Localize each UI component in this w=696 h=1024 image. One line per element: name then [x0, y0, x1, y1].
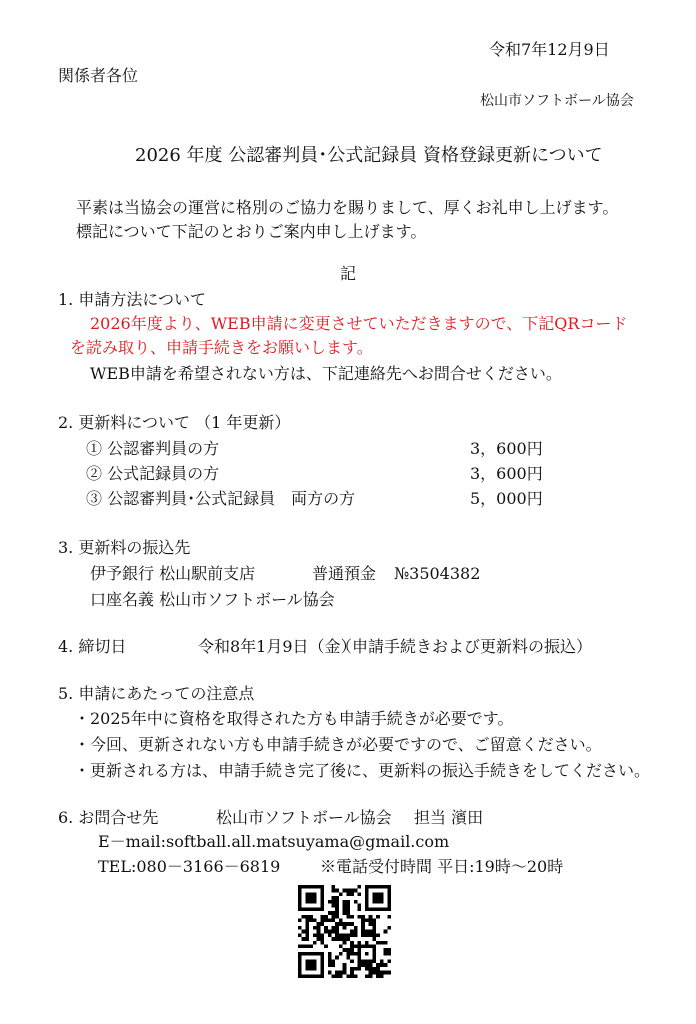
account-type: 普通預金 — [312, 564, 377, 583]
greeting-line-1: 平素は当協会の運営に格別のご協力を賜りまして、厚くお礼申し上げます。 — [76, 198, 619, 217]
contact-phone[interactable]: TEL:080－3166－6819 — [98, 857, 281, 876]
section-2-heading: 2. 更新料について （1 年更新） — [58, 413, 291, 432]
section-6-heading: 6. お問合せ先 — [58, 808, 159, 827]
fee-row-label: ① 公認審判員の方 — [86, 439, 220, 458]
fee-row-amount: 3，600円 — [470, 464, 543, 483]
section-1-note: WEB申請を希望されない方は、下記連絡先へお問合せください。 — [90, 364, 562, 383]
document-title: 2026 年度 公認審判員･公式記録員 資格登録更新について — [135, 145, 603, 166]
section-1-notice-line-2: を読み取り、申請手続きをお願いします。 — [70, 338, 373, 357]
section-3-heading: 3. 更新料の振込先 — [58, 538, 191, 557]
account-number: №3504382 — [394, 564, 481, 583]
ki-heading: 記 — [340, 264, 357, 283]
fee-row-label: ③ 公認審判員･公式記録員 両方の方 — [86, 489, 356, 508]
section-5-heading: 5. 申請にあたっての注意点 — [58, 684, 255, 703]
caution-item: ・今回、更新されない方も申請手続きが必要ですので、ご留意ください。 — [74, 735, 602, 754]
contact-organization: 松山市ソフトボール協会 — [216, 808, 392, 827]
fee-row-amount: 3，600円 — [470, 439, 543, 458]
addressee: 関係者各位 — [58, 66, 139, 85]
bank-name: 伊予銀行 松山駅前支店 — [90, 564, 256, 583]
deadline-note: （申請手続きおよび更新料の振込） — [336, 637, 593, 656]
fee-row-amount: 5，000円 — [470, 489, 543, 508]
contact-person: 担当 濱田 — [414, 808, 484, 827]
deadline-date: 令和8年1月9日（金） — [198, 637, 357, 656]
section-1-notice-line-1: 2026年度より、WEB申請に変更させていただきますので、下記QRコード — [90, 314, 628, 333]
phone-hours: ※電話受付時間 平日:19時～20時 — [320, 857, 564, 876]
contact-email[interactable]: E－mail:softball.all.matsuyama@gmail.com — [98, 832, 450, 851]
document-date: 令和7年12月9日 — [489, 40, 610, 59]
sender-organization: 松山市ソフトボール協会 — [480, 93, 634, 109]
caution-item: ・2025年中に資格を取得された方も申請手続きが必要です。 — [74, 709, 514, 728]
account-holder: 口座名義 松山市ソフトボール協会 — [90, 590, 335, 609]
section-1-heading: 1. 申請方法について — [58, 290, 207, 309]
section-4-heading: 4. 締切日 — [58, 637, 127, 656]
fee-row-label: ② 公式記録員の方 — [86, 464, 220, 483]
greeting-line-2: 標記について下記のとおりご案内申し上げます。 — [76, 222, 427, 241]
qr-code-icon[interactable] — [298, 885, 391, 978]
caution-item: ・更新される方は、申請手続き完了後に、更新料の振込手続きをしてください。 — [74, 761, 651, 780]
